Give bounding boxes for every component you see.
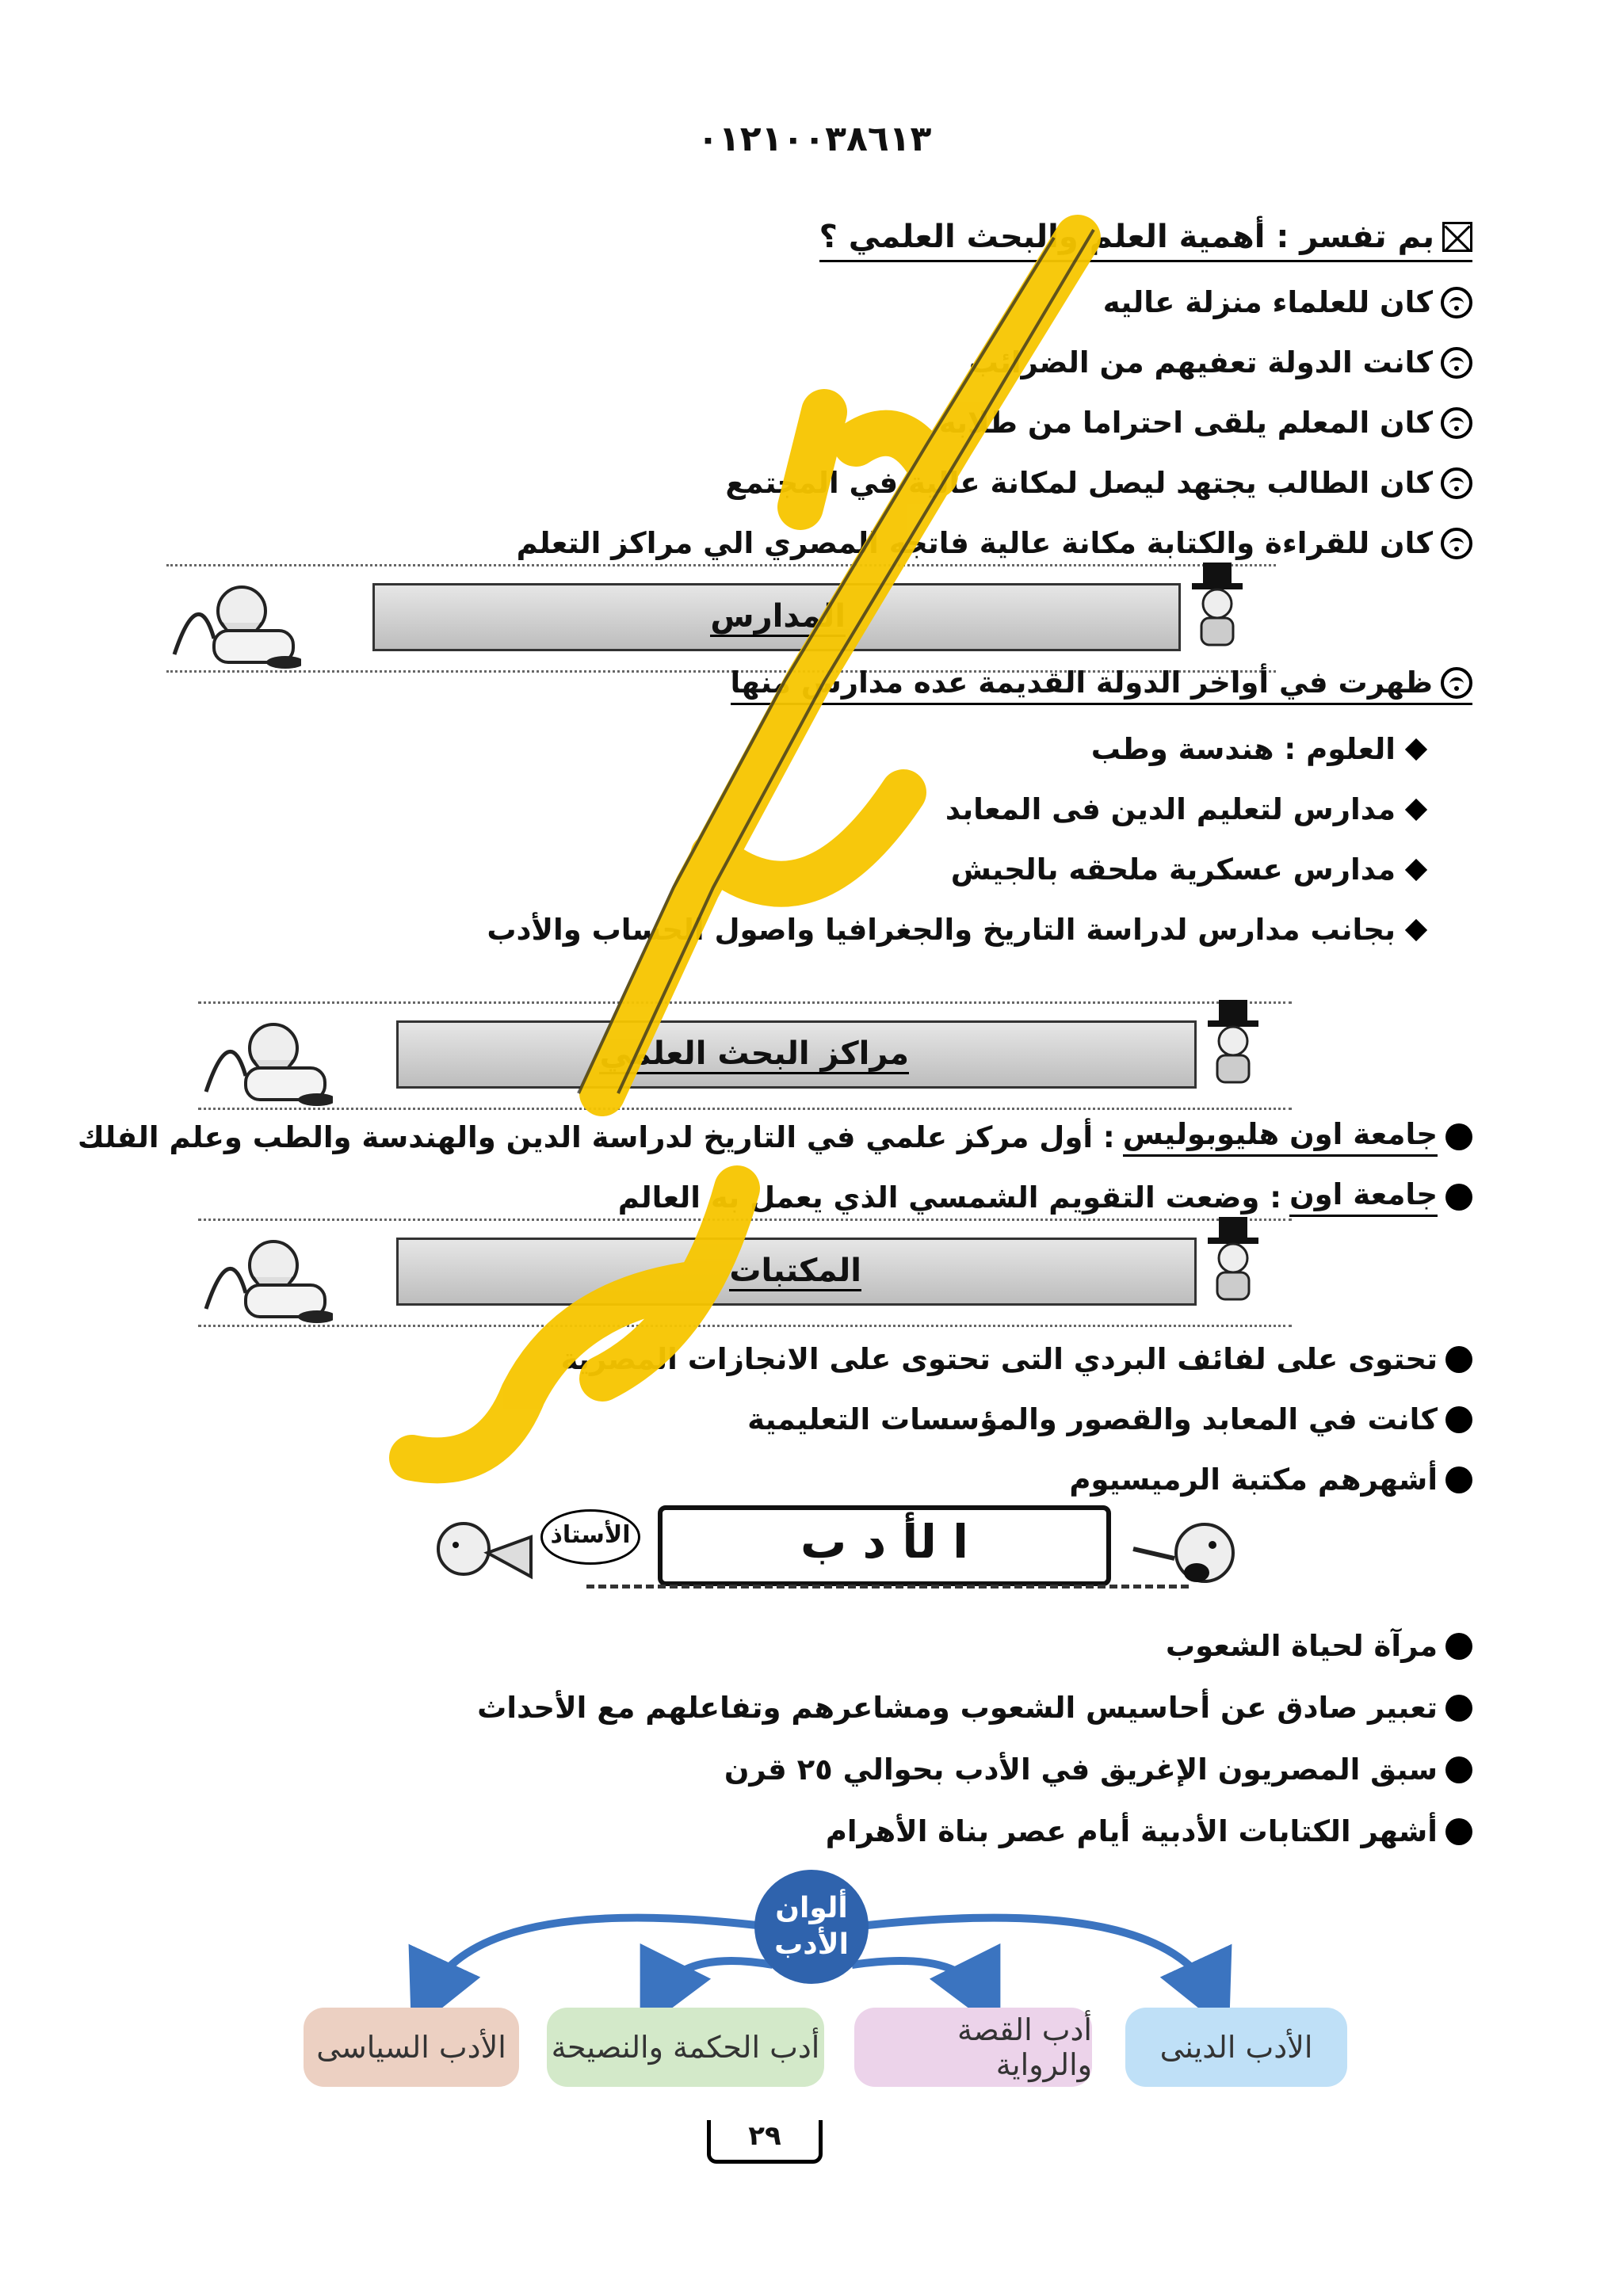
list-item: كانت الدولة تعفيهم من الضرائب (969, 345, 1472, 379)
diagram-hub: ألوان الأدب (754, 1870, 869, 1984)
list-item: أشهرهم مكتبة الرميسيوم (1069, 1463, 1472, 1497)
diagram-node-wisdom: أدب الحكمة والنصيحة (547, 2008, 824, 2087)
list-item: كان للعلماء منزلة عاليه (1103, 285, 1472, 319)
list-item: كانت في المعابد والقصور والمؤسسات التعليمية (747, 1402, 1472, 1436)
list-item: سبق المصريون الإغريق في الأدب بحوالي ٢٥ قرن (724, 1753, 1472, 1787)
list-item: مرآة لحياة الشعوب (1166, 1629, 1472, 1663)
question-heading-text: بم تفسر : أهمية العلم والبحث العلمي ؟ (819, 219, 1434, 255)
literature-sign-text: ا لأ د ب (800, 1515, 969, 1569)
list-item: جامعة اون هليوبوليس : أول مركز علمي في التاريخ لدراسة الدين والهندسة والطب وعلم الفلك (78, 1117, 1472, 1157)
list-item: أشهر الكتابات الأدبية أيام عصر بناة الأهرام (826, 1814, 1472, 1848)
list-item: مدارس لتعليم الدين فى المعابد (945, 792, 1429, 826)
banner-title: مراكز البحث العلمي (599, 1035, 909, 1074)
list-item: كان المعلم يلقى احتراما من طلابه (939, 406, 1472, 440)
banner-title: المدارس (710, 598, 846, 637)
schools-intro: ظهرت في أواخر الدولة القديمة عده مدارس منها (731, 666, 1472, 705)
list-item: العلوم : هندسة وطب (1091, 732, 1429, 766)
list-item: مدارس عسكرية ملحقه بالجيش (951, 852, 1429, 887)
page-number: ٢٩ (707, 2120, 823, 2164)
speech-bubble: الأستاذ (540, 1509, 640, 1565)
list-item: تعبير صادق عن أحاسيس الشعوب ومشاعرهم وتفاعلهم مع الأحداث (477, 1691, 1472, 1725)
list-item: كان للقراءة والكتابة مكانة عالية فاتجه المصري الي مراكز التعلم (517, 526, 1472, 560)
phone-number: ٠١٢١٠٠٣٨٦١٣ (697, 119, 932, 159)
banner-title: المكتبات (729, 1253, 861, 1291)
diagram-node-religious: الأدب الدينى (1125, 2008, 1347, 2087)
list-item: تحتوى على لفائف البردي التى تحتوى على الانجازات المصرية (561, 1342, 1472, 1376)
diagram-node-political: الأدب السياسى (304, 2008, 519, 2087)
list-item: كان الطالب يجتهد ليصل لمكانة عالية في المجتمع (725, 466, 1472, 500)
list-item: جامعة اون : وضعت التقويم الشمسي الذي يعمل به العالم (618, 1177, 1472, 1217)
diagram-node-story: أدب القصة والرواية (854, 2008, 1092, 2087)
list-item: بجانب مدارس لدراسة التاريخ والجغرافيا واصول الحساب والأدب (487, 913, 1429, 947)
